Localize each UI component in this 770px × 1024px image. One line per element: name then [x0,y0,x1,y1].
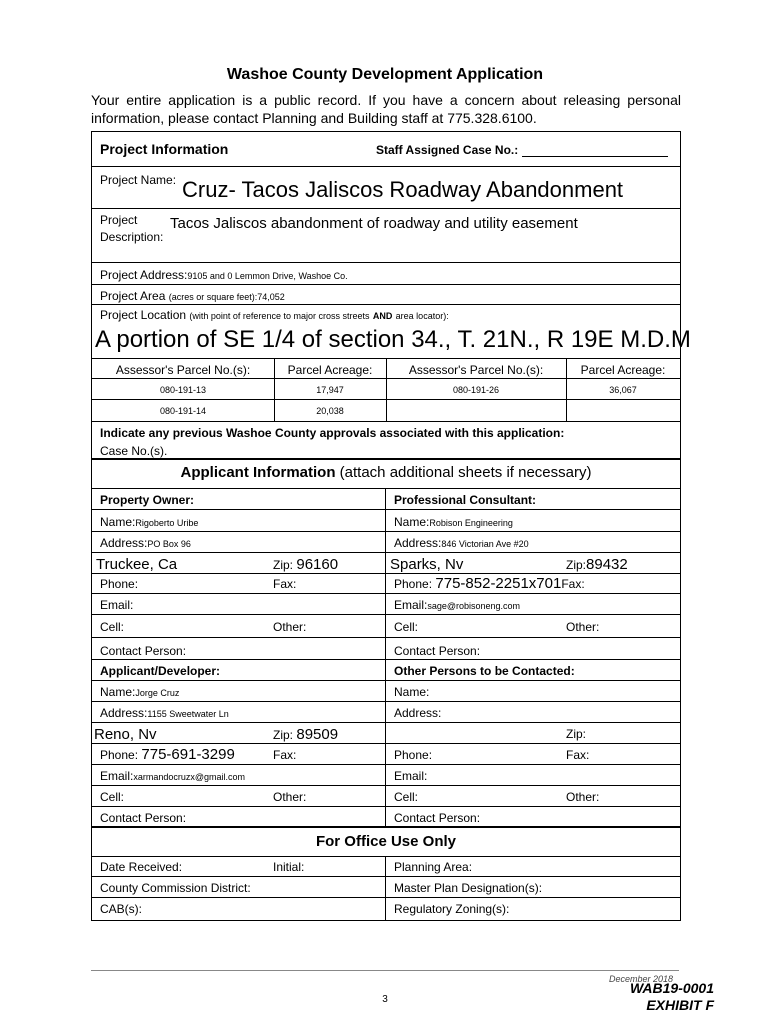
parcel-acreage-header-right: Parcel Acreage: [580,363,666,377]
project-information-heading: Project Information [100,141,229,157]
footer-date: December 2018 [609,974,674,984]
owner-fax-label[interactable]: Fax: [273,577,297,591]
applicant-information-section [91,458,681,828]
developer-other-label[interactable]: Other: [273,790,307,804]
office-use-heading: For Office Use Only [315,833,457,850]
other-contact-label[interactable]: Contact Person: [394,811,481,825]
developer-fax-label[interactable]: Fax: [273,748,297,762]
owner-cell-label[interactable]: Cell: [100,620,125,634]
parcel-acreage-header-left: Parcel Acreage: [287,363,373,377]
previous-approvals-label: Indicate any previous Washoe County approvals associated with this application: [100,426,565,440]
exhibit-stamp: WAB19-0001 EXHIBIT F [629,980,714,1013]
owner-email-label[interactable]: Email: [100,598,134,612]
project-description-value[interactable]: Tacos Jaliscos abandonment of roadway and utility easement [170,215,578,232]
regulatory-zoning-label[interactable]: Regulatory Zoning(s): [394,902,510,916]
owner-other-label[interactable]: Other: [273,620,307,634]
staff-case-label: Staff Assigned Case No.: [376,143,668,157]
project-name-value[interactable]: Cruz- Tacos Jaliscos Roadway Abandonment [182,177,624,202]
owner-phone-label[interactable]: Phone: [100,577,139,591]
property-owner-heading: Property Owner: [100,493,195,507]
date-received-label[interactable]: Date Received: [100,860,183,874]
other-fax-label[interactable]: Fax: [566,748,590,762]
consultant-phone-field[interactable]: Phone: 775-852-2251x701Fax: [394,575,585,592]
project-address-value[interactable]: 9105 and 0 Lemmon Drive, Washoe Co. [187,271,348,281]
other-cell-label[interactable]: Cell: [394,790,419,804]
developer-contact-label[interactable]: Contact Person: [100,811,187,825]
applicant-information-heading: Applicant Information (attach additional sheets if necessary) [180,464,592,481]
consultant-name-field[interactable]: Name:Robison Engineering [394,515,513,529]
other-zip-label[interactable]: Zip: [566,727,587,741]
case-no-label: Case No.(s). [100,444,168,458]
consultant-other-label[interactable]: Other: [566,620,600,634]
owner-name-field[interactable]: Name:Rigoberto Uribe [100,515,199,529]
parcel-acreage-cell[interactable]: 36,067 [609,385,637,395]
parcel-no-cell[interactable]: 080-191-14 [159,406,207,416]
project-area-label: Project Area (acres or square feet):74,052 [100,289,285,303]
project-information-section [91,131,691,460]
project-area-value[interactable]: 74,052 [257,292,285,302]
developer-cell-label[interactable]: Cell: [100,790,125,804]
other-persons-heading: Other Persons to be Contacted: [394,664,575,678]
developer-city-value[interactable]: Reno, Nv [94,726,157,743]
project-address-label: Project Address:9105 and 0 Lemmon Drive, Washoe Co. [100,268,348,282]
project-name-label: Project Name: [100,173,177,187]
page-number: 3 [382,994,388,1005]
developer-name-field[interactable]: Name:Jorge Cruz [100,685,180,699]
owner-zip-field[interactable]: Zip: 96160 [273,556,339,573]
project-location-label: Project Location (with point of reference to major cross streets AND area locator): [100,308,449,322]
footer-divider [91,970,679,971]
owner-contact-label[interactable]: Contact Person: [100,644,187,658]
other-phone-label[interactable]: Phone: [394,748,433,762]
developer-address-field[interactable]: Address:1155 Sweetwater Ln [100,706,229,720]
parcel-acreage-cell[interactable]: 17,947 [316,385,344,395]
staff-case-field[interactable] [522,144,668,157]
developer-phone-field[interactable]: Phone: 775-691-3299 [100,746,235,763]
commission-district-label[interactable]: County Commission District: [100,881,251,895]
professional-consultant-heading: Professional Consultant: [394,493,537,507]
developer-email-field[interactable]: Email:xarmandocruzx@gmail.com [100,769,246,783]
parcel-no-cell[interactable]: 080-191-26 [452,385,500,395]
parcel-no-cell[interactable]: 080-191-13 [159,385,207,395]
consultant-zip-field[interactable]: Zip:89432 [566,556,628,573]
intro-text: Your entire application is a public record. If you have a concern about releasing personal information, please contact Planning and Building staff at 775.328.6100. [91,92,681,126]
other-name-label[interactable]: Name: [394,685,430,699]
master-plan-label[interactable]: Master Plan Designation(s): [394,881,543,895]
developer-zip-field[interactable]: Zip: 89509 [273,726,339,743]
cab-label[interactable]: CAB(s): [100,902,142,916]
office-use-section [91,826,681,921]
owner-address-field[interactable]: Address:PO Box 96 [100,536,191,550]
other-other-label[interactable]: Other: [566,790,600,804]
parcel-no-header-left: Assessor's Parcel No.(s): [115,363,251,377]
page-title: Washoe County Development Application [226,66,544,83]
planning-area-label[interactable]: Planning Area: [394,860,473,874]
consultant-address-field[interactable]: Address:846 Victorian Ave #20 [394,536,529,550]
project-description-label: Project Description: [100,213,164,244]
consultant-email-field[interactable]: Email:sage@robisoneng.com [394,598,521,612]
consultant-city-value[interactable]: Sparks, Nv [390,556,464,573]
consultant-cell-label[interactable]: Cell: [394,620,419,634]
other-address-label[interactable]: Address: [394,706,442,720]
parcel-no-header-right: Assessor's Parcel No.(s): [408,363,544,377]
other-email-label[interactable]: Email: [394,769,428,783]
initial-label[interactable]: Initial: [273,860,305,874]
consultant-contact-label[interactable]: Contact Person: [394,644,481,658]
project-location-value[interactable]: A portion of SE 1/4 of section 34., T. 21N., R 19E M.D.M [95,326,691,353]
parcel-acreage-cell[interactable]: 20,038 [316,406,344,416]
owner-city-value[interactable]: Truckee, Ca [96,556,178,573]
applicant-developer-heading: Applicant/Developer: [100,664,221,678]
